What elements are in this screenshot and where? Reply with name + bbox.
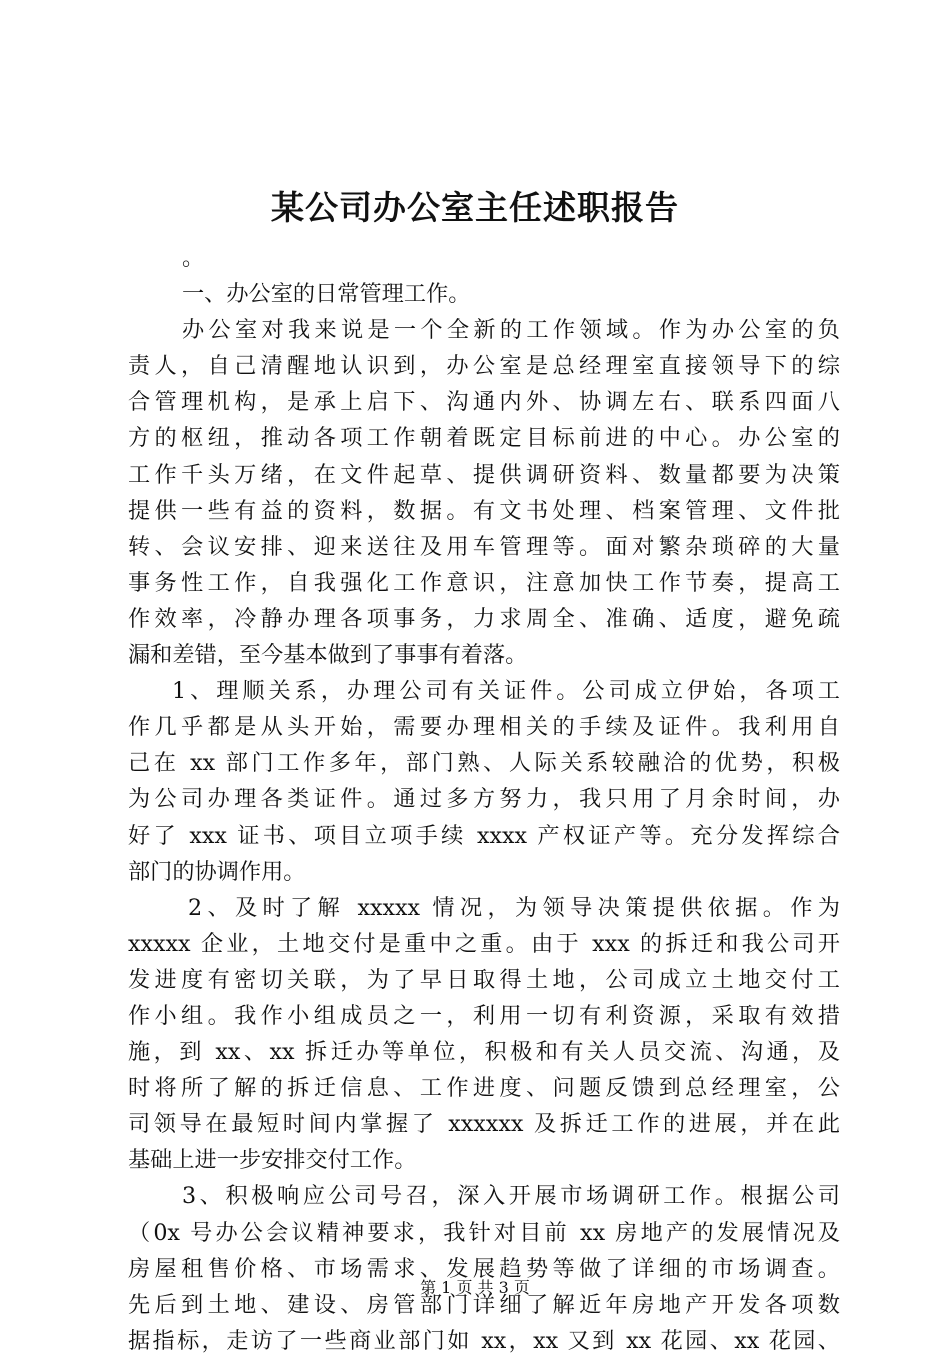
body-line: 工作千头万绪，在文件起草、提供调研资料、数量都要为决策: [128, 461, 840, 488]
body-line: 先后到土地、建设、房管部门详细了解近年房地产开发各项数: [128, 1291, 840, 1318]
body-line: 发进度有密切关联，为了早日取得土地，公司成立土地交付工: [128, 966, 840, 993]
section-heading: 一、办公室的日常管理工作。: [182, 281, 471, 308]
body-line: 方的枢纽，推动各项工作朝着既定目标前进的中心。办公室的: [128, 425, 840, 452]
body-line: 基础上进一步安排交付工作。: [128, 1147, 417, 1174]
body-line: 2、及时了解 xxxxx 情况，为领导决策提供依据。作为: [188, 894, 840, 921]
body-line: 己在 xx 部门工作多年，部门熟、人际关系较融洽的优势，积极: [128, 750, 840, 777]
page-number-footer: 第 1 页 共 3 页: [420, 1278, 530, 1297]
body-line: 房屋租售价格、市场需求、发展趋势等做了详细的市场调查。: [128, 1255, 840, 1282]
body-line: xxxxx 企业，土地交付是重中之重。由于 xxx 的拆迁和我公司开: [128, 930, 840, 957]
body-line: 1、理顺关系，办理公司有关证件。公司成立伊始，各项工: [172, 678, 840, 705]
body-line: 施，到 xx、xx 拆迁办等单位，积极和有关人员交流、沟通，及: [128, 1039, 840, 1066]
body-line: （0x 号办公会议精神要求，我针对目前 xx 房地产的发展情况及: [128, 1219, 840, 1246]
body-line: 作几乎都是从头开始，需要办理相关的手续及证件。我利用自: [128, 714, 840, 741]
body-line: 事务性工作，自我强化工作意识，注意加快工作节奏，提高工: [128, 569, 840, 596]
body-line: 据指标，走访了一些商业部门如 xx，xx 又到 xx 花园、xx 花园、: [128, 1327, 840, 1354]
body-line: 。: [182, 245, 205, 271]
body-line: 时将所了解的拆迁信息、工作进度、问题反馈到总经理室，公: [128, 1075, 840, 1102]
body-line: 合管理机构，是承上启下、沟通内外、协调左右、联系四面八: [128, 389, 840, 416]
body-line: 司领导在最短时间内掌握了 xxxxxx 及拆迁工作的进展，并在此: [128, 1111, 840, 1138]
document-body: [128, 240, 840, 1359]
body-line: 部门的协调作用。: [128, 858, 306, 885]
body-line: 转、会议安排、迎来送往及用车管理等。面对繁杂琐碎的大量: [128, 533, 840, 560]
body-line: 办公室对我来说是一个全新的工作领域。作为办公室的负: [182, 317, 840, 344]
body-line: 漏和差错，至今基本做到了事事有着落。: [128, 642, 528, 669]
body-line: 提供一些有益的资料，数据。有文书处理、档案管理、文件批: [128, 497, 840, 524]
body-line: 作效率，冷静办理各项事务，力求周全、准确、适度，避免疏: [128, 605, 840, 632]
body-line: 为公司办理各类证件。通过多方努力，我只用了月余时间，办: [128, 786, 840, 813]
body-line: 好了 xxx 证书、项目立项手续 xxxx 产权证产等。充分发挥综合: [128, 822, 840, 849]
body-line: 责人，自己清醒地认识到，办公室是总经理室直接领导下的综: [128, 353, 840, 380]
body-line: 作小组。我作小组成员之一，利用一切有利资源，采取有效措: [128, 1002, 840, 1029]
body-line: 3、积极响应公司号召，深入开展市场调研工作。根据公司: [182, 1183, 840, 1210]
document-title: 某公司办公室主任述职报告: [271, 188, 679, 227]
